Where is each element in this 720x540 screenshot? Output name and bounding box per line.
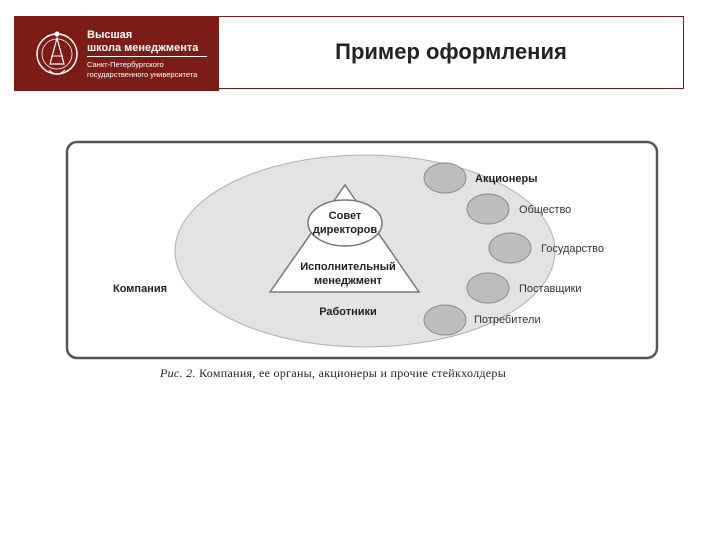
stakeholder-label-state: Государство [541,243,605,255]
stakeholder-circle-state [489,233,531,263]
logo-title-line1: Высшая [87,29,133,41]
stakeholder-label-shareholders: Акционеры [475,173,538,185]
stakeholder-circle-consumers [424,305,466,335]
logo-divider [87,56,207,57]
stakeholder-diagram [65,140,660,362]
logo-title-line2: школа менеджмента [87,42,199,54]
company-label: Компания [113,283,168,295]
stakeholder-label-suppliers: Поставщики [519,283,582,295]
university-crest-icon [34,26,80,81]
figure-caption-lead: Рис. 2. [160,366,196,380]
board-label-line2: директоров [312,224,378,236]
title-frame [219,16,684,89]
figure-caption [160,366,506,381]
workers-label: Работники [319,306,377,318]
board-circle [308,200,382,246]
stakeholder-circle-society [467,194,509,224]
logo-subtitle-line1: Санкт-Петербургского [87,60,164,69]
figure-caption-text: Компания, ее органы, акционеры и прочие стейкхолдеры [199,366,507,380]
stakeholder-label-society: Общество [519,204,572,216]
logo-subtitle-line2: государственного университета [87,70,198,79]
stakeholder-circle-suppliers [467,273,509,303]
page-title: Пример оформления [335,39,567,64]
stakeholder-circle-shareholders [424,163,466,193]
university-logo [14,16,219,91]
board-label-line1: Совет [328,210,362,222]
executive-label-line2: менеджмент [313,275,383,287]
executive-label-line1: Исполнительный [300,261,396,273]
stakeholder-label-consumers: Потребители [474,314,541,326]
